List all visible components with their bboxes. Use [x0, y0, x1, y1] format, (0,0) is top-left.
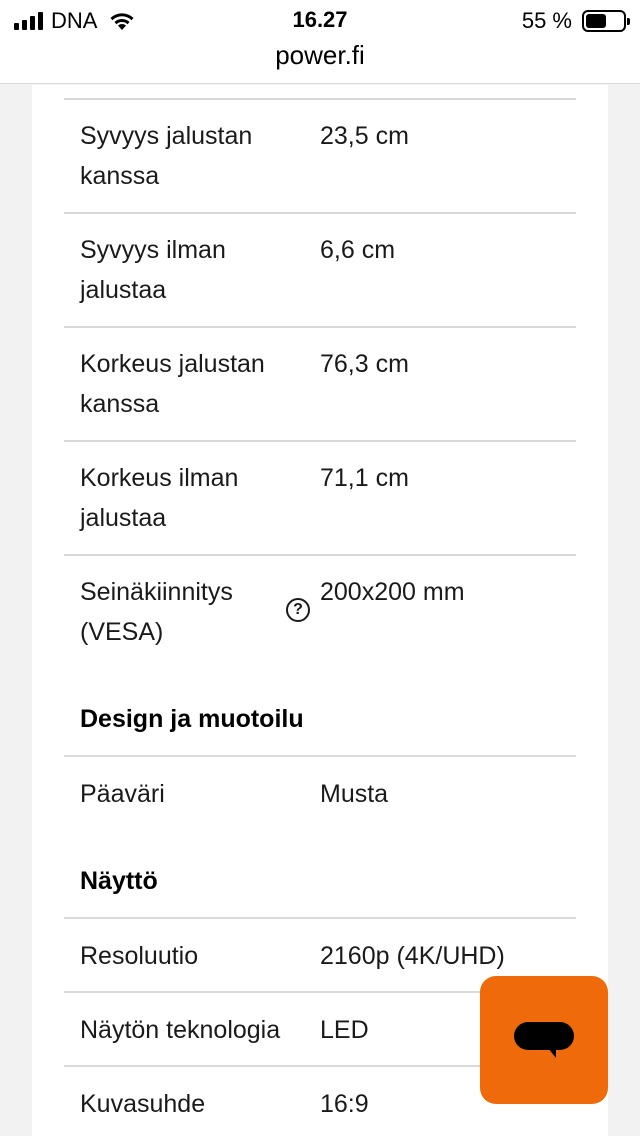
spec-label: Päaväri	[80, 780, 165, 808]
spec-value: 23,5 cm	[320, 122, 409, 150]
spec-label: Seinäkiinnitys (VESA)	[80, 578, 233, 646]
carrier-name: DNA	[51, 8, 98, 33]
status-bar	[0, 0, 640, 40]
battery-fill	[586, 14, 606, 28]
spec-row-vesa	[64, 556, 576, 670]
spec-value: Musta	[320, 780, 389, 808]
spec-label: Resoluutio	[80, 942, 199, 970]
spec-value: 76,3 cm	[320, 350, 409, 378]
question-circle-icon[interactable]: ?	[286, 598, 310, 622]
spec-label: Syvyys ilman jalustaa	[80, 236, 226, 304]
chat-bubble-icon	[512, 1020, 576, 1060]
divider	[64, 755, 576, 757]
spec-label: Syvyys jalustan kanssa	[80, 122, 253, 190]
section-title-display: Näyttö	[80, 867, 158, 895]
section-title-design: Design ja muotoilu	[80, 705, 304, 733]
spec-value: 6,6 cm	[320, 236, 396, 264]
spec-label: Korkeus jalustan kanssa	[80, 350, 265, 418]
spec-row-depth-without-stand	[64, 214, 576, 328]
spec-row-depth-with-stand	[64, 100, 576, 214]
spec-label: Kuvasuhde	[80, 1090, 206, 1118]
spec-row-height-without-stand	[64, 442, 576, 556]
spec-label: Näytön teknologia	[80, 1016, 281, 1044]
spec-value: LED	[320, 1016, 369, 1044]
status-right	[522, 8, 626, 34]
spec-row-height-with-stand	[64, 328, 576, 442]
battery-icon	[582, 10, 626, 32]
battery-percent: 55 %	[521, 8, 572, 33]
status-time: 16.27	[292, 7, 348, 32]
chat-button[interactable]	[480, 976, 608, 1104]
url-bar[interactable]	[0, 40, 640, 84]
spec-label: Korkeus ilman jalustaa	[80, 464, 239, 532]
url-domain[interactable]: power.fi	[275, 40, 365, 70]
spec-value: 71,1 cm	[320, 464, 409, 492]
spec-value: 200x200 mm	[320, 578, 465, 606]
spec-value: 16:9	[320, 1090, 369, 1118]
spec-value: 2160p (4K/UHD)	[320, 942, 505, 970]
